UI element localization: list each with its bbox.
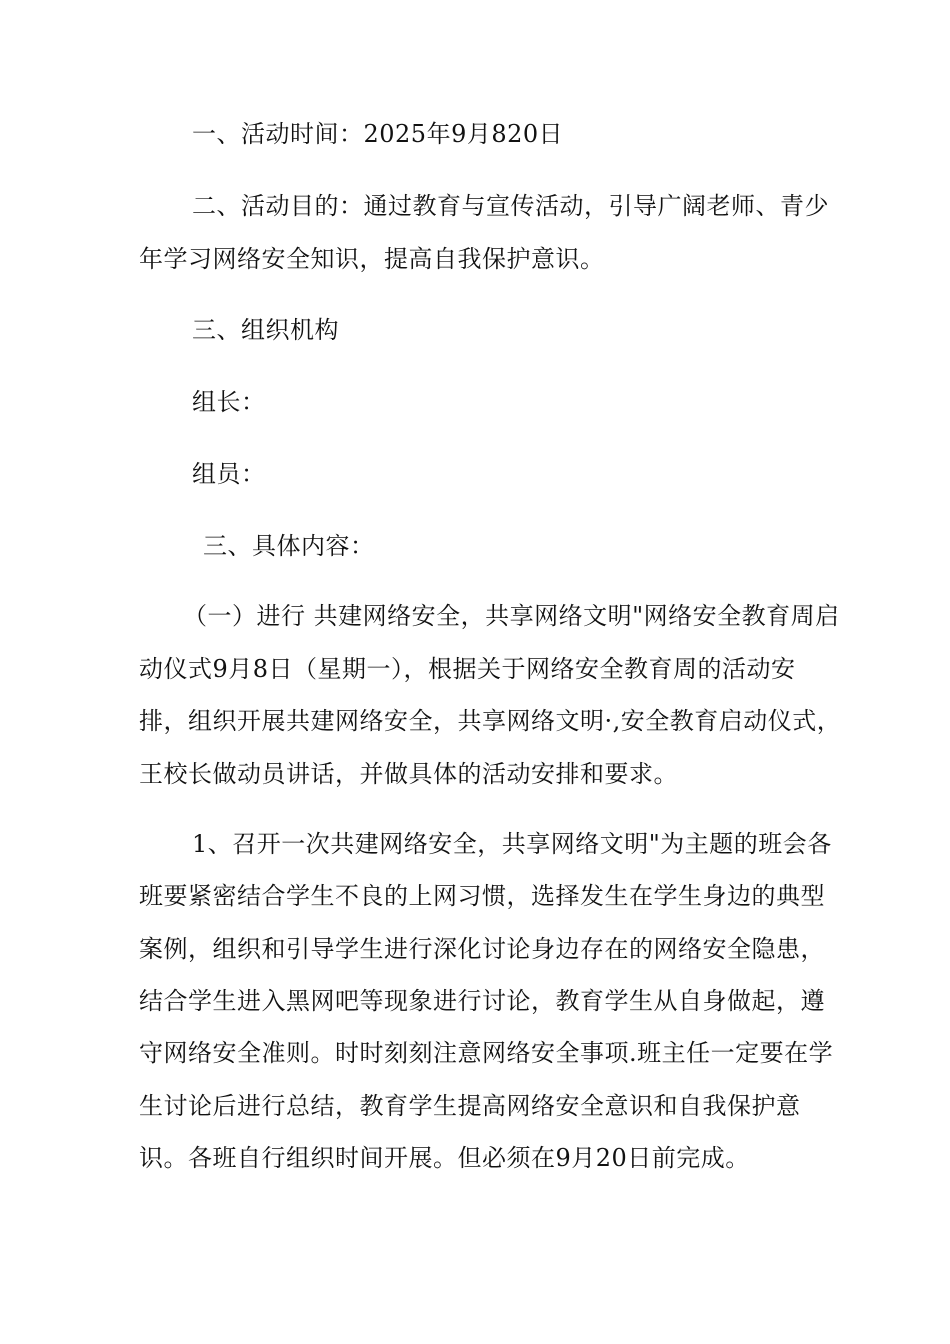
item2-line-3: 案例，组织和引导学生进行深化讨论身边存在的网络安全隐患，	[139, 935, 825, 963]
activity-purpose-line-2: 年学习网络安全知识，提高自我保护意识。	[139, 245, 605, 273]
item2-line-4: 结合学生进入黑网吧等现象进行讨论，教育学生从自身做起，遵	[139, 987, 825, 1015]
item1-line-2: 动仪式9月8日（星期一），根据关于网络安全教育周的活动安	[139, 655, 796, 683]
item2-line-2: 班要紧密结合学生不良的上网习惯，选择发生在学生身边的典型	[139, 882, 825, 910]
members-label: 组员：	[192, 460, 266, 488]
item1-line-3: 排，组织开展共建网络安全，共享网络文明·,安全教育启动仪式，	[139, 707, 842, 735]
activity-time-line: 一、活动时间：2025年9月820日	[192, 120, 564, 148]
item1-line-4: 王校长做动员讲话，并做具体的活动安排和要求。	[139, 760, 678, 788]
item2-line-5: 守网络安全准则。时时刻刻注意网络安全事项.班主任一定要在学	[139, 1039, 834, 1067]
item1-line-1: （一）进行 共建网络安全，共享网络文明"网络安全教育周启	[183, 602, 840, 630]
item2-line-6: 生讨论后进行总结，教育学生提高网络安全意识和自我保护意	[139, 1092, 801, 1120]
leader-label: 组长：	[192, 388, 266, 416]
content-heading: 三、具体内容：	[203, 532, 375, 560]
organization-heading: 三、组织机构	[192, 316, 339, 344]
item2-line-7: 识。各班自行组织时间开展。但必须在9月20日前完成。	[139, 1144, 750, 1172]
item2-line-1: 1、召开一次共建网络安全，共享网络文明"为主题的班会各	[192, 830, 832, 858]
activity-purpose-line-1: 二、活动目的：通过教育与宣传活动，引导广阔老师、青少	[192, 192, 829, 220]
